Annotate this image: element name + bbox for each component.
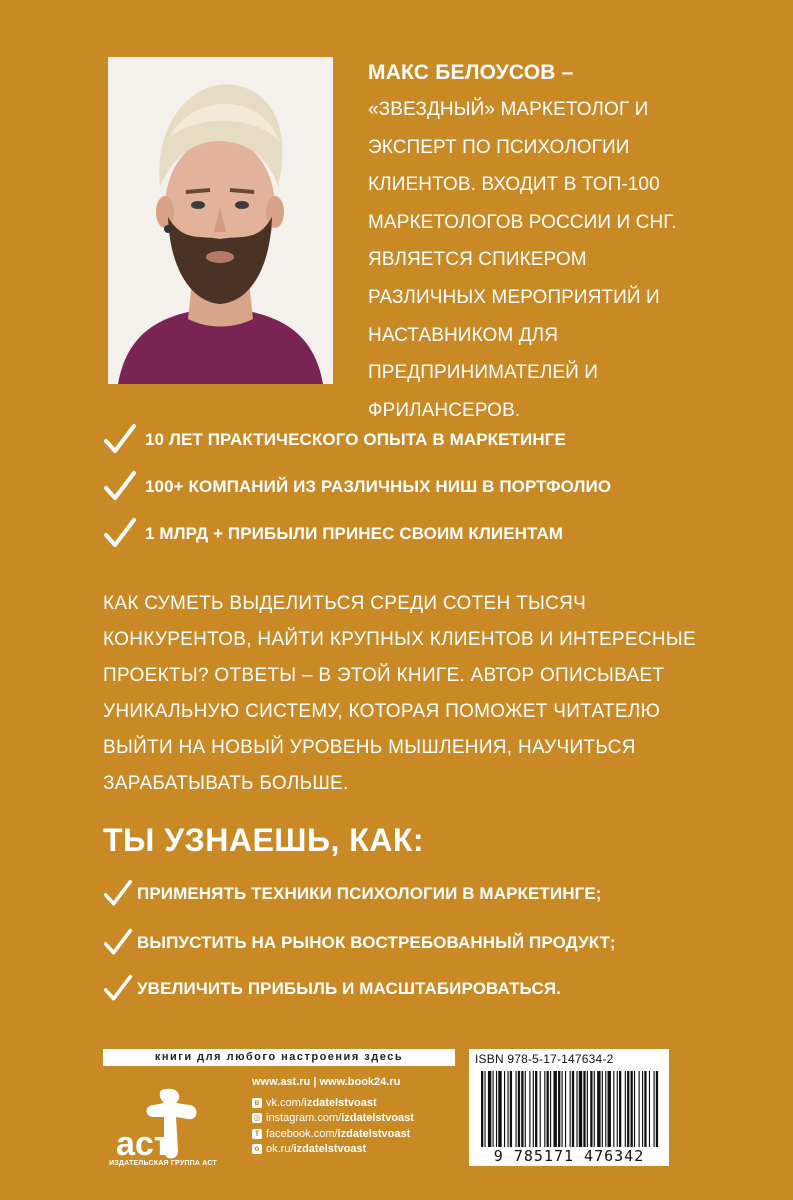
social-link-facebook[interactable]: f facebook.com/ izdatelstvoast	[252, 1126, 414, 1142]
description	[103, 586, 723, 802]
instagram-icon: ◎	[253, 1113, 261, 1123]
barcode-bar	[594, 1071, 595, 1147]
learn-item	[103, 971, 561, 1007]
learn-heading: ТЫ УЗНАЕШЬ, КАК:	[103, 822, 425, 858]
bio-line: ФРИЛАНСЕРОВ.	[368, 399, 521, 421]
author-bio	[368, 55, 748, 429]
barcode-bar	[634, 1071, 635, 1147]
barcode-bar	[565, 1071, 566, 1147]
barcode-bar	[602, 1071, 603, 1147]
barcode-bar	[608, 1071, 611, 1147]
barcode-bar	[576, 1071, 577, 1147]
barcode-bar	[558, 1071, 560, 1147]
bio-line: ЯВЛЯЕТСЯ СПИКЕРОМ	[368, 249, 587, 271]
ok-icon: о	[252, 1144, 262, 1154]
barcode-bar	[617, 1071, 618, 1147]
checkmark-icon	[103, 928, 133, 958]
barcode-bar	[504, 1071, 505, 1147]
social-links	[252, 1095, 414, 1157]
barcode-bar	[488, 1071, 491, 1147]
slogan-banner: книги для любого настроения здесь	[103, 1049, 455, 1066]
barcode-bar	[525, 1071, 526, 1147]
barcode-bar	[613, 1071, 614, 1147]
bio-line: ПРЕДПРИНИМАТЕЛЕЙ И	[368, 362, 599, 384]
barcode-bar	[535, 1071, 537, 1147]
barcode-bar	[642, 1071, 643, 1147]
description-line: УНИКАЛЬНУЮ СИСТЕМУ, КОТОРАЯ ПОМОЖЕТ ЧИТАТЕЛЮ	[103, 701, 661, 722]
barcode-bar	[498, 1071, 501, 1147]
barcode-bar	[625, 1071, 626, 1147]
barcode-bar	[521, 1071, 523, 1147]
websites[interactable]: www.ast.ru | www.book24.ru	[252, 1076, 401, 1088]
barcode-bar	[507, 1071, 508, 1147]
barcode-bar	[547, 1071, 549, 1147]
checkmark-icon	[103, 974, 133, 1004]
description-line: ЗАРАБАТЫВАТЬ БОЛЬШЕ.	[103, 773, 349, 794]
learn-item	[103, 925, 616, 961]
barcode-bar	[597, 1071, 600, 1147]
checkmark-icon	[103, 470, 137, 504]
feature-item	[103, 514, 563, 554]
barcode-digits: 9 785171 476342	[493, 1147, 645, 1165]
barcode-bar	[553, 1071, 556, 1147]
author-photo	[108, 57, 333, 384]
description-line: ВЫЙТИ НА НОВЫЙ УРОВЕНЬ МЫШЛЕНИЯ, НАУЧИТЬСЯ	[103, 737, 636, 758]
barcode	[479, 1071, 659, 1147]
learn-text: ПРИМЕНЯТЬ ТЕХНИКИ ПСИХОЛОГИИ В МАРКЕТИНГЕ;	[137, 884, 602, 903]
learn-text: ВЫПУСТИТЬ НА РЫНОК ВОСТРЕБОВАННЫЙ ПРОДУКТ;	[137, 933, 616, 952]
checkmark-icon	[103, 517, 137, 551]
barcode-bar	[644, 1071, 646, 1147]
barcode-bar	[540, 1071, 541, 1147]
barcode-bar	[518, 1071, 520, 1147]
social-link-instagram[interactable]: ◎ instagram.com/ izdatelstvoast	[253, 1112, 414, 1125]
barcode-bar	[627, 1071, 629, 1147]
social-link-vk[interactable]: в vk.com/ izdatelstvoast	[252, 1095, 414, 1111]
ast-logo	[108, 1081, 218, 1171]
feature-item	[103, 420, 566, 460]
bio-line: ЭКСПЕРТ ПО ПСИХОЛОГИИ	[368, 136, 630, 158]
bio-line: МАРКЕТОЛОГОВ РОССИИ И СНГ.	[368, 211, 677, 233]
vk-icon: в	[252, 1098, 262, 1108]
barcode-bar	[544, 1071, 545, 1147]
barcode-bar	[590, 1071, 592, 1147]
bio-line: КЛИЕНТОВ. ВХОДИТ В ТОП-100	[368, 174, 660, 196]
barcode-bar	[510, 1071, 512, 1147]
barcode-bar	[583, 1071, 585, 1147]
description-line: ПРОЕКТЫ? ОТВЕТЫ – В ЭТОЙ КНИГЕ. АВТОР ОПИСЫВАЕТ	[103, 665, 665, 686]
barcode-bar	[639, 1071, 640, 1147]
barcode-bar	[529, 1071, 530, 1147]
barcode-bar	[516, 1071, 517, 1147]
description-line: КОНКУРЕНТОВ, НАЙТИ КРУПНЫХ КЛИЕНТОВ И ИНТЕРЕСНЫЕ	[103, 629, 697, 650]
barcode-bar	[631, 1071, 633, 1147]
learn-text: УВЕЛИЧИТЬ ПРИБЫЛЬ И МАСШТАБИРОВАТЬСЯ.	[137, 979, 561, 998]
barcode-bar	[481, 1071, 483, 1147]
barcode-bar	[587, 1071, 588, 1147]
barcode-bar	[579, 1071, 582, 1147]
barcode-bar	[572, 1071, 574, 1147]
description-line: КАК СУМЕТЬ ВЫДЕЛИТЬСЯ СРЕДИ СОТЕН ТЫСЯЧ	[103, 593, 587, 614]
publisher-caption: ИЗДАТЕЛЬСКАЯ ГРУППА АСТ	[109, 1160, 217, 1167]
checkmark-icon	[103, 879, 133, 909]
isbn-text: ISBN 978-5-17-147634-2	[475, 1052, 614, 1066]
social-link-ok[interactable]: о ok.ru/ izdatelstvoast	[252, 1142, 414, 1158]
barcode-bar	[496, 1071, 497, 1147]
barcode-bar	[605, 1071, 606, 1147]
author-name: МАКС БЕЛОУСОВ –	[368, 61, 574, 84]
barcode-bar	[550, 1071, 551, 1147]
bio-line: НАСТАВНИКОМ ДЛЯ	[368, 324, 559, 346]
feature-item	[103, 467, 611, 507]
feature-text: 10 ЛЕТ ПРАКТИЧЕСКОГО ОПЫТА В МАРКЕТИНГЕ	[145, 430, 566, 449]
barcode-bar	[493, 1071, 494, 1147]
feature-text: 1 МЛРД + ПРИБЫЛИ ПРИНЕС СВОИМ КЛИЕНТАМ	[145, 524, 564, 543]
barcode-bar	[656, 1071, 658, 1147]
barcode-bar	[562, 1071, 563, 1147]
barcode-bar	[533, 1071, 534, 1147]
checkmark-icon	[103, 423, 137, 457]
bio-line: «ЗВЕЗДНЫЙ» МАРКЕТОЛОГ И	[368, 99, 649, 120]
bio-line: РАЗЛИЧНЫХ МЕРОПРИЯТИЙ И	[368, 286, 660, 308]
barcode-bar	[570, 1071, 571, 1147]
logo-text: аст	[116, 1125, 171, 1163]
barcode-bar	[649, 1071, 650, 1147]
feature-text: 100+ КОМПАНИЙ ИЗ РАЗЛИЧНЫХ НИШ В ПОРТФОЛИО	[145, 477, 612, 496]
barcode-bar	[619, 1071, 621, 1147]
barcode-bar	[484, 1071, 485, 1147]
isbn-block	[469, 1049, 669, 1166]
learn-item	[103, 876, 602, 912]
author-portrait-illustration	[108, 57, 333, 384]
facebook-icon: f	[252, 1129, 262, 1139]
barcode-bar	[654, 1071, 655, 1147]
